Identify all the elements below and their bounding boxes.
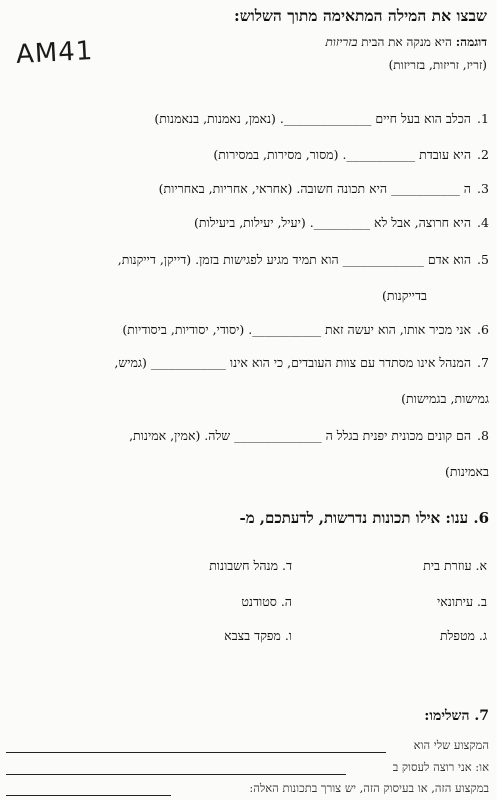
item-text: הכלב הוא בעל חיים ______________. (נאמן, נאמנות, בנאמנות) bbox=[154, 111, 472, 126]
item-8-continuation: באמינות) bbox=[445, 464, 489, 479]
example-answer: בזריזות bbox=[325, 35, 358, 49]
exercise-item-8 bbox=[6, 428, 491, 444]
option-d: ד. מנהל חשבונות bbox=[209, 558, 292, 573]
answer-line bbox=[6, 795, 171, 796]
fill-line-traits bbox=[6, 781, 489, 795]
item-text: המנהל אינו מסתדר עם צוות העובדים, כי הוא אינו ____________ (גמיש, bbox=[114, 355, 472, 370]
item-number: 1. bbox=[477, 111, 489, 126]
option-v: ו. מפקד בצבא bbox=[224, 628, 292, 643]
item-text: אני מכיר אותו, הוא יעשה זאת ___________. (יסודי, יסודיות, ביסודיות) bbox=[122, 322, 472, 337]
item-number: 7. bbox=[477, 355, 489, 370]
item-number: 3. bbox=[477, 181, 489, 196]
answer-line bbox=[6, 774, 346, 775]
item-number: 8. bbox=[477, 428, 489, 443]
example-sentence: היא מנקה את הבית bbox=[361, 35, 452, 49]
option-b: ב. עיתונאי bbox=[437, 594, 487, 609]
item-text: ה ___________ היא תכונה חשובה. (אחראי, אחריות, באחריות) bbox=[158, 181, 472, 196]
answer-line bbox=[6, 752, 386, 753]
exercise-item-4 bbox=[6, 215, 491, 231]
item-text: היא חרוצה, אבל לא _________. (יעיל, יעילות, ביעילות) bbox=[194, 215, 472, 230]
fill-prompt: במקצוע הזה, או בעיסוק הזה, יש צורך בתכונות האלה: bbox=[249, 781, 489, 795]
example-options: (זריז, זריזות, בזריזות) bbox=[388, 58, 487, 72]
page-title: שבצו את המילה המתאימה מתוך השלוש: bbox=[234, 6, 487, 25]
item-number: 4. bbox=[477, 215, 489, 230]
option-a: א. עוזרת בית bbox=[423, 558, 487, 573]
exercise-item-6 bbox=[6, 322, 491, 338]
exercise-item-2 bbox=[6, 147, 491, 163]
section-7-heading: 7. השלימו: bbox=[424, 708, 489, 724]
item-text: הוא אדם _____________ הוא תמיד מגיע לפגישות בזמן. (דייקן, דייקנות, bbox=[117, 252, 472, 267]
exercise-item-1 bbox=[6, 111, 491, 127]
example-line bbox=[325, 35, 487, 50]
option-c: ג. מטפלת bbox=[439, 628, 487, 643]
example-label: דוגמה: bbox=[455, 35, 487, 49]
item-7-continuation: גמישות, בגמישות) bbox=[401, 391, 489, 406]
fill-line-occupation bbox=[6, 760, 489, 774]
fill-line-profession bbox=[6, 738, 489, 752]
exercise-item-7 bbox=[6, 355, 491, 371]
item-number: 6. bbox=[477, 322, 489, 337]
handwritten-code: AM41 bbox=[15, 35, 95, 71]
fill-prompt: המקצוע שלי הוא bbox=[413, 738, 489, 752]
item-number: 5. bbox=[477, 252, 489, 267]
exercise-item-5 bbox=[6, 252, 491, 268]
exercise-item-3 bbox=[6, 181, 491, 197]
item-text: היא עובדת ___________. (מסור, מסירות, במסירות) bbox=[213, 147, 472, 162]
item-number: 2. bbox=[477, 147, 489, 162]
item-5-continuation: בדייקנות) bbox=[381, 288, 427, 303]
fill-prompt: או: אני רוצה לעסוק ב bbox=[392, 760, 489, 774]
section-6-heading: 6. ענו: אילו תכונות נדרשות, לדעתכם, מ- bbox=[239, 509, 489, 527]
option-h: ה. סטודנט bbox=[241, 594, 292, 609]
item-text: הם קונים מכונית יפנית בגלל ה ______________ שלה. (אמין, אמינות, bbox=[129, 428, 472, 443]
